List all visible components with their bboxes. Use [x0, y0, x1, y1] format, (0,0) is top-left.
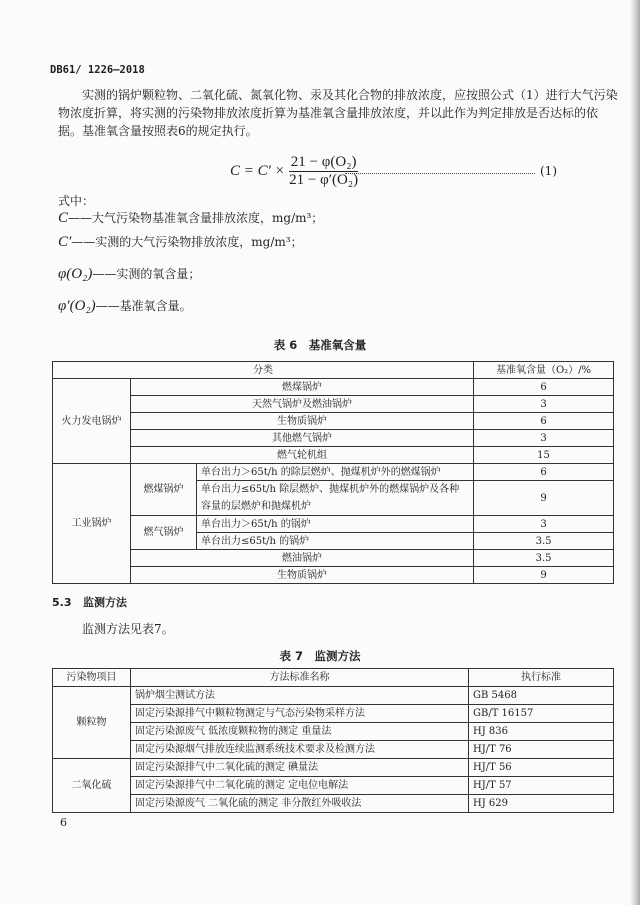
paragraph-text: 实测的锅炉颗粒物、二氧化硫、氮氧化物、汞及其化合物的排放浓度，应按照公式（1）进行大气污染物浓度折算，将实测的污染物排放浓度折算为基准氧含量排放浓度，并以此作为判定排放是否达标的依据。基准氧含量按照表6的规定执行。 — [58, 88, 618, 138]
standard-cell: HJ/T 76 — [469, 741, 614, 759]
cell: 固定污染源排气中二氧化硫的测定 定电位电解法 — [131, 777, 469, 795]
table-row — [53, 447, 614, 464]
table-row — [53, 723, 614, 741]
cell: 单台出力≤65t/h 除层燃炉、抛煤机炉外的燃煤锅炉及各种容量的层燃炉和抛煤机炉 — [197, 481, 474, 516]
table-row — [53, 413, 614, 430]
table7 — [52, 668, 614, 813]
header-cell: 污染物项目 — [53, 669, 131, 687]
cell: 燃煤锅炉 — [131, 379, 474, 396]
table-row — [53, 777, 614, 795]
equation-number: (1) — [540, 164, 557, 178]
section-heading — [52, 594, 127, 610]
section-title: 监测方法 — [83, 596, 127, 609]
value-cell: 3 — [474, 396, 614, 413]
table-row — [53, 759, 614, 777]
definition-phi-prime — [58, 297, 192, 315]
cell: 单台出力＞65t/h 的锅炉 — [197, 516, 474, 533]
cell: 固定污染源废气 低浓度颗粒物的测定 重量法 — [131, 723, 469, 741]
standard-cell: HJ 629 — [469, 795, 614, 813]
table-header-row — [53, 669, 614, 687]
formula-1 — [230, 154, 358, 189]
denominator: 21 − φ′(O₂) — [289, 172, 359, 188]
cell: 天然气锅炉及燃油锅炉 — [131, 396, 474, 413]
value-cell: 6 — [474, 379, 614, 396]
symbol: φ(O₂) — [58, 266, 93, 282]
value-cell: 3.5 — [474, 533, 614, 550]
table-row — [53, 567, 614, 584]
cell: 其他燃气锅炉 — [131, 430, 474, 447]
body-paragraph — [58, 86, 618, 140]
definition-text: ——实测的大气污染物排放浓度，mg/m³； — [71, 235, 303, 249]
table-row — [53, 687, 614, 705]
cell: 固定污染源排气中二氧化硫的测定 碘量法 — [131, 759, 469, 777]
definition-text: ——实测的氧含量； — [92, 267, 201, 281]
table-row — [53, 550, 614, 567]
where-label: 式中： — [58, 194, 95, 208]
value-cell: 3 — [474, 430, 614, 447]
value-cell: 6 — [474, 464, 614, 481]
value-cell: 3.5 — [474, 550, 614, 567]
symbol: C — [58, 210, 69, 226]
cell: 燃气轮机组 — [131, 447, 474, 464]
leader-dots — [345, 166, 535, 174]
cell: 生物质锅炉 — [131, 567, 474, 584]
table-header-row — [53, 362, 614, 379]
table-row — [53, 430, 614, 447]
value-cell: 9 — [474, 567, 614, 584]
standard-cell: GB/T 16157 — [469, 705, 614, 723]
group-cell: 颗粒物 — [53, 687, 131, 759]
group-cell: 火力发电锅炉 — [53, 379, 131, 464]
table6-caption: 表 6 基准氧含量 — [273, 338, 367, 352]
symbol: C′ — [58, 234, 72, 250]
standard-cell: GB 5468 — [469, 687, 614, 705]
value-cell: 15 — [474, 447, 614, 464]
group-cell: 二氧化硫 — [53, 759, 131, 813]
document-code: DB61/ 1226—2018 — [50, 64, 145, 76]
table-row — [53, 516, 614, 533]
header-cell: 基准氧含量（O₂）/% — [474, 362, 614, 379]
formula-lhs: C = C′ × — [230, 163, 285, 179]
definition-c-prime — [58, 233, 303, 251]
cell: 燃油锅炉 — [131, 550, 474, 567]
standard-cell: HJ/T 56 — [469, 759, 614, 777]
scan-edge — [630, 0, 640, 905]
standard-cell: HJ 836 — [469, 723, 614, 741]
value-cell: 6 — [474, 413, 614, 430]
cell: 固定污染源废气 二氧化硫的测定 非分散红外吸收法 — [131, 795, 469, 813]
definition-text: ——基准氧含量。 — [95, 299, 192, 313]
definition-c — [58, 209, 323, 227]
cell: 锅炉烟尘测试方法 — [131, 687, 469, 705]
table6 — [52, 361, 614, 584]
symbol: φ′(O₂) — [58, 298, 96, 314]
header-cell: 分类 — [53, 362, 474, 379]
numerator: 21 − φ(O₂) — [290, 154, 357, 170]
table-row — [53, 795, 614, 813]
standard-cell: HJ/T 57 — [469, 777, 614, 795]
table-row — [53, 396, 614, 413]
table-row — [53, 705, 614, 723]
value-cell: 3 — [474, 516, 614, 533]
subgroup-cell: 燃气锅炉 — [131, 516, 197, 550]
group-cell: 工业锅炉 — [53, 464, 131, 584]
page-number: 6 — [60, 816, 67, 829]
cell: 固定污染源烟气排放连续监测系统技术要求及检测方法 — [131, 741, 469, 759]
cell: 生物质锅炉 — [131, 413, 474, 430]
cell: 固定污染源排气中颗粒物测定与气态污染物采样方法 — [131, 705, 469, 723]
table-row — [53, 741, 614, 759]
section-text: 监测方法见表7。 — [82, 622, 174, 636]
header-cell: 方法标准名称 — [131, 669, 469, 687]
table7-caption: 表 7 监测方法 — [279, 649, 361, 663]
cell: 单台出力＞65t/h 的除层燃炉、抛煤机炉外的燃煤锅炉 — [197, 464, 474, 481]
table-row — [53, 464, 614, 481]
definition-phi — [58, 265, 200, 283]
subgroup-cell: 燃煤锅炉 — [131, 464, 197, 516]
cell: 单台出力≤65t/h 的锅炉 — [197, 533, 474, 550]
table-row — [53, 379, 614, 396]
value-cell: 9 — [474, 481, 614, 516]
header-cell: 执行标准 — [469, 669, 614, 687]
definition-text: ——大气污染物基准氧含量排放浓度，mg/m³； — [68, 211, 324, 225]
section-number: 5.3 — [52, 596, 72, 609]
